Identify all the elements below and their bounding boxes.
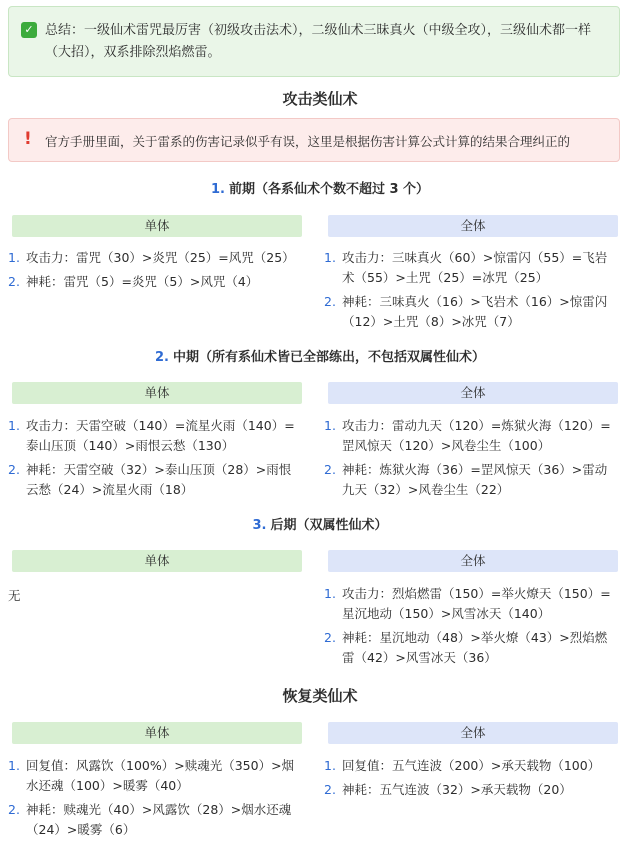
late-heading [0,514,640,533]
warning-callout [8,118,620,162]
summary-text: 总结：一级仙术雷咒最厉害（初级攻击法术），二级仙术三昧真火（中级全攻），三级仙术都一样（大招），双系排除烈焰燃雷。 [45,23,592,60]
early-single-header: 单体 [12,215,302,237]
summary-callout [8,6,620,77]
early-number: 1. [210,182,225,197]
list-item: 1. 攻击力：雷咒（30）>炎咒（25）=风咒（25） [8,250,295,265]
mid-single-header: 单体 [12,382,302,404]
warning-text: 官方手册里面，关于雷系的伤害记录似乎有误，这里是根据伤害计算公式计算的结果合理纠正的 [45,134,571,149]
check-icon: ✓ [21,22,37,38]
recovery-all-list [324,756,616,804]
list-item: 2. 神耗：雷咒（5）=炎咒（5）>风咒（4） [8,274,259,289]
early-all-header: 全体 [328,215,618,237]
list-item: 1. 攻击力：雷动九天（120）=炼狱火海（120）=罡风惊天（120）>风卷尘生（100） [324,418,611,453]
exclamation-icon: ! [24,129,32,149]
late-all-list [324,584,616,672]
early-single-list [8,248,300,296]
late-title: 后期（双属性仙术） [270,518,388,533]
mid-number: 2. [155,350,169,365]
list-item: 2. 神耗：天雷空破（32）>泰山压顶（28）>雨恨云愁（24）>流星火雨（18） [8,462,292,497]
list-item: 1. 攻击力：烈焰燃雷（150）=举火燎天（150）=星沉地动（150）>风雪冰天（140） [324,586,611,621]
late-single-header: 单体 [12,550,302,572]
early-heading [0,178,640,197]
mid-single-list [8,416,300,504]
recovery-all-header: 全体 [328,722,618,744]
list-item: 1. 攻击力：天雷空破（140）=流星火雨（140）=泰山压顶（140）>雨恨云愁（130） [8,418,295,453]
mid-heading [0,346,640,365]
recovery-heading: 恢复类仙术 [282,687,358,705]
mid-all-list [324,416,616,504]
late-single-none: 无 [8,588,21,603]
list-item: 1. 回复值：风露饮（100%）>赎魂光（350）>烟水还魂（100）>暖雾（40） [8,758,295,793]
list-item: 1. 攻击力：三味真火（60）>惊雷闪（55）=飞岩术（55）>土咒（25）=冰咒（25） [324,250,608,285]
list-item: 2. 神耗：五气连波（32）>承天载物（20） [324,782,572,797]
early-title: 前期（各系仙术个数不超过 3 个） [228,182,430,197]
attack-heading: 攻击类仙术 [282,90,358,108]
list-item: 2. 神耗：三味真火（16）>飞岩术（16）>惊雷闪（12）>土咒（8）>冰咒（7） [324,294,608,329]
mid-all-header: 全体 [328,382,618,404]
list-item: 2. 神耗：炼狱火海（36）=罡风惊天（36）>雷动九天（32）>风卷尘生（22） [324,462,608,497]
late-number: 3. [252,518,267,533]
list-item: 2. 神耗：赎魂光（40）>风露饮（28）>烟水还魂（24）>暖雾（6） [8,802,292,837]
early-all-list [324,248,616,336]
mid-title: 中期（所有系仙术皆已全部练出，不包括双属性仙术） [172,350,485,365]
recovery-single-list [8,756,300,844]
late-all-header: 全体 [328,550,618,572]
list-item: 2. 神耗：星沉地动（48）>举火燎（43）>烈焰燃雷（42）>风雪冰天（36） [324,630,608,665]
recovery-single-header: 单体 [12,722,302,744]
list-item: 1. 回复值：五气连波（200）>承天载物（100） [324,758,601,773]
